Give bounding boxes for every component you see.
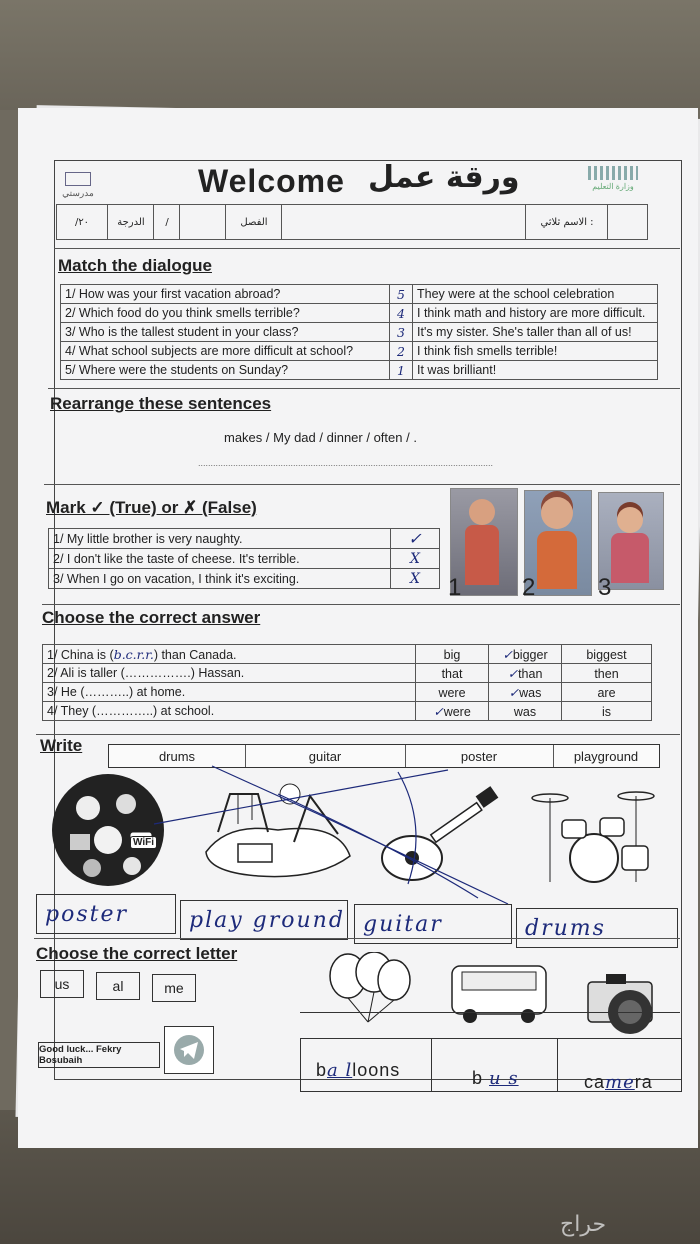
worksheet xyxy=(18,108,698,1148)
answer-box-guitar[interactable]: guitar xyxy=(354,904,512,944)
word-poster: poster xyxy=(405,745,554,767)
divider xyxy=(34,938,680,939)
rearrange-heading: Rearrange these sentences xyxy=(50,394,272,413)
mark-cell[interactable]: ✓ xyxy=(391,529,440,549)
matching-lines xyxy=(148,764,548,914)
background-top xyxy=(0,0,700,110)
letter-option-al[interactable]: al xyxy=(96,972,140,1000)
table-row xyxy=(61,323,658,342)
table-row xyxy=(43,645,652,664)
answer-bus[interactable]: b u s xyxy=(472,1068,519,1089)
page-title: Welcome xyxy=(198,163,345,199)
letters-top-line xyxy=(300,1012,680,1014)
question-cell: 1/ China is (b.c.r.r.) than Canada. xyxy=(43,645,416,664)
class-label: الفصل xyxy=(225,205,282,239)
option-cell[interactable]: were xyxy=(416,683,489,702)
name-label: الاسم ثلاثي : xyxy=(525,205,608,239)
word-playground: playground xyxy=(573,748,639,764)
match-number[interactable]: 1 xyxy=(390,361,413,380)
option-cell[interactable]: ✓than xyxy=(489,664,562,683)
picture-number-1: 1 xyxy=(448,574,462,601)
write-heading: Write xyxy=(40,736,83,755)
table-row xyxy=(61,304,658,323)
answer-cell: I think fish smells terrible! xyxy=(413,342,658,361)
choose-table xyxy=(42,644,652,721)
question-cell: 3/ Who is the tallest student in your class? xyxy=(61,323,390,342)
answer-cell: It's my sister. She's taller than all of us! xyxy=(413,323,658,342)
watermark: حراج xyxy=(560,1212,607,1237)
rearrange-words: makes / My dad / dinner / often / . xyxy=(224,430,417,445)
truefalse-heading: Mark ✓ (True) or ✗ (False) xyxy=(46,498,257,517)
statement-cell: 2/ I don't like the taste of cheese. It's terrible. xyxy=(49,549,391,569)
wifi-sticker: WiFi xyxy=(130,836,157,849)
answer-box-drums[interactable]: drums xyxy=(516,908,678,948)
option-cell[interactable]: was xyxy=(489,702,562,721)
question-cell: 3/ He (………..) at home. xyxy=(43,683,416,702)
class-field[interactable] xyxy=(179,205,226,239)
option-cell[interactable]: ✓bigger xyxy=(489,645,562,664)
answer-balloons[interactable]: ba lloons xyxy=(316,1060,401,1081)
telegram-icon xyxy=(164,1026,214,1074)
picture-number-2: 2 xyxy=(522,574,536,601)
match-number[interactable]: 2 xyxy=(390,342,413,361)
handwritten-answer: b.c.r.r. xyxy=(113,646,154,662)
bus-picture xyxy=(444,960,554,1026)
table-row xyxy=(61,361,658,380)
table-row xyxy=(49,529,440,549)
truefalse-table xyxy=(48,528,440,589)
mark-cell[interactable]: X xyxy=(391,549,440,569)
divider xyxy=(54,248,680,249)
answer-line[interactable]: ...................................................................................................................... xyxy=(198,458,494,468)
option-cell[interactable]: ✓was xyxy=(489,683,562,702)
divider xyxy=(36,734,680,735)
name-field[interactable] xyxy=(281,205,526,239)
word-drums: drums xyxy=(109,745,246,767)
option-cell[interactable]: is xyxy=(562,702,652,721)
ministry-logo: وزارة التعليم xyxy=(578,166,648,191)
statement-cell: 1/ My little brother is very naughty. xyxy=(49,529,391,549)
answer-box-playground[interactable]: play ground xyxy=(180,900,348,940)
word-guitar: guitar xyxy=(245,745,406,767)
option-cell[interactable]: big xyxy=(416,645,489,664)
grade-value: /٢٠ xyxy=(74,216,90,228)
table-row xyxy=(43,664,652,683)
table-row xyxy=(61,285,658,304)
table-row xyxy=(61,342,658,361)
statement-cell: 3/ When I go on vacation, I think it's exciting. xyxy=(49,569,391,589)
letters-heading: Choose the correct letter xyxy=(36,944,238,963)
table-row xyxy=(49,569,440,589)
option-cell[interactable]: ✓were xyxy=(416,702,489,721)
table-row xyxy=(49,549,440,569)
answer-cell: It was brilliant! xyxy=(413,361,658,380)
question-cell: 4/ What school subjects are more difficult at school? xyxy=(61,342,390,361)
table-row xyxy=(43,683,652,702)
match-table xyxy=(60,284,658,380)
blank-cell xyxy=(607,205,648,239)
grade-label: الدرجة xyxy=(107,205,154,239)
option-cell[interactable]: biggest xyxy=(562,645,652,664)
student-info-row xyxy=(56,204,648,240)
answer-cell: I think math and history are more difficult. xyxy=(413,304,658,323)
camera-picture xyxy=(584,968,670,1044)
option-cell[interactable]: then xyxy=(562,664,652,683)
choose-heading: Choose the correct answer xyxy=(42,608,261,627)
answer-box-poster[interactable]: poster xyxy=(36,894,176,934)
question-cell: 5/ Where were the students on Sunday? xyxy=(61,361,390,380)
match-heading: Match the dialogue xyxy=(58,256,212,275)
divider xyxy=(48,388,680,389)
question-cell: 4/ They (…………..) at school. xyxy=(43,702,416,721)
table-row xyxy=(43,702,652,721)
question-cell: 2/ Ali is taller (…………….) Hassan. xyxy=(43,664,416,683)
madrasati-logo: مدرستي xyxy=(58,172,98,199)
letter-option-us[interactable]: us xyxy=(40,970,84,998)
divider xyxy=(42,604,680,605)
letter-option-me[interactable]: me xyxy=(152,974,196,1002)
footer-credit: Good luck... Fekry Bosubaih xyxy=(38,1042,160,1068)
answer-cell: They were at the school celebration xyxy=(413,285,658,304)
option-cell[interactable]: that xyxy=(416,664,489,683)
page-title-arabic: ورقة عمل xyxy=(368,160,520,195)
match-number[interactable]: 5 xyxy=(390,285,413,304)
question-cell: 1/ How was your first vacation abroad? xyxy=(61,285,390,304)
answer-camera[interactable]: camera xyxy=(584,1072,653,1093)
slash: / xyxy=(153,205,180,239)
picture-number-3: 3 xyxy=(598,574,612,601)
mark-cell[interactable]: X xyxy=(391,569,440,589)
match-number[interactable]: 3 xyxy=(390,323,413,342)
question-cell: 2/ Which food do you think smells terrible? xyxy=(61,304,390,323)
divider xyxy=(44,484,680,485)
option-cell[interactable]: are xyxy=(562,683,652,702)
match-number[interactable]: 4 xyxy=(390,304,413,323)
